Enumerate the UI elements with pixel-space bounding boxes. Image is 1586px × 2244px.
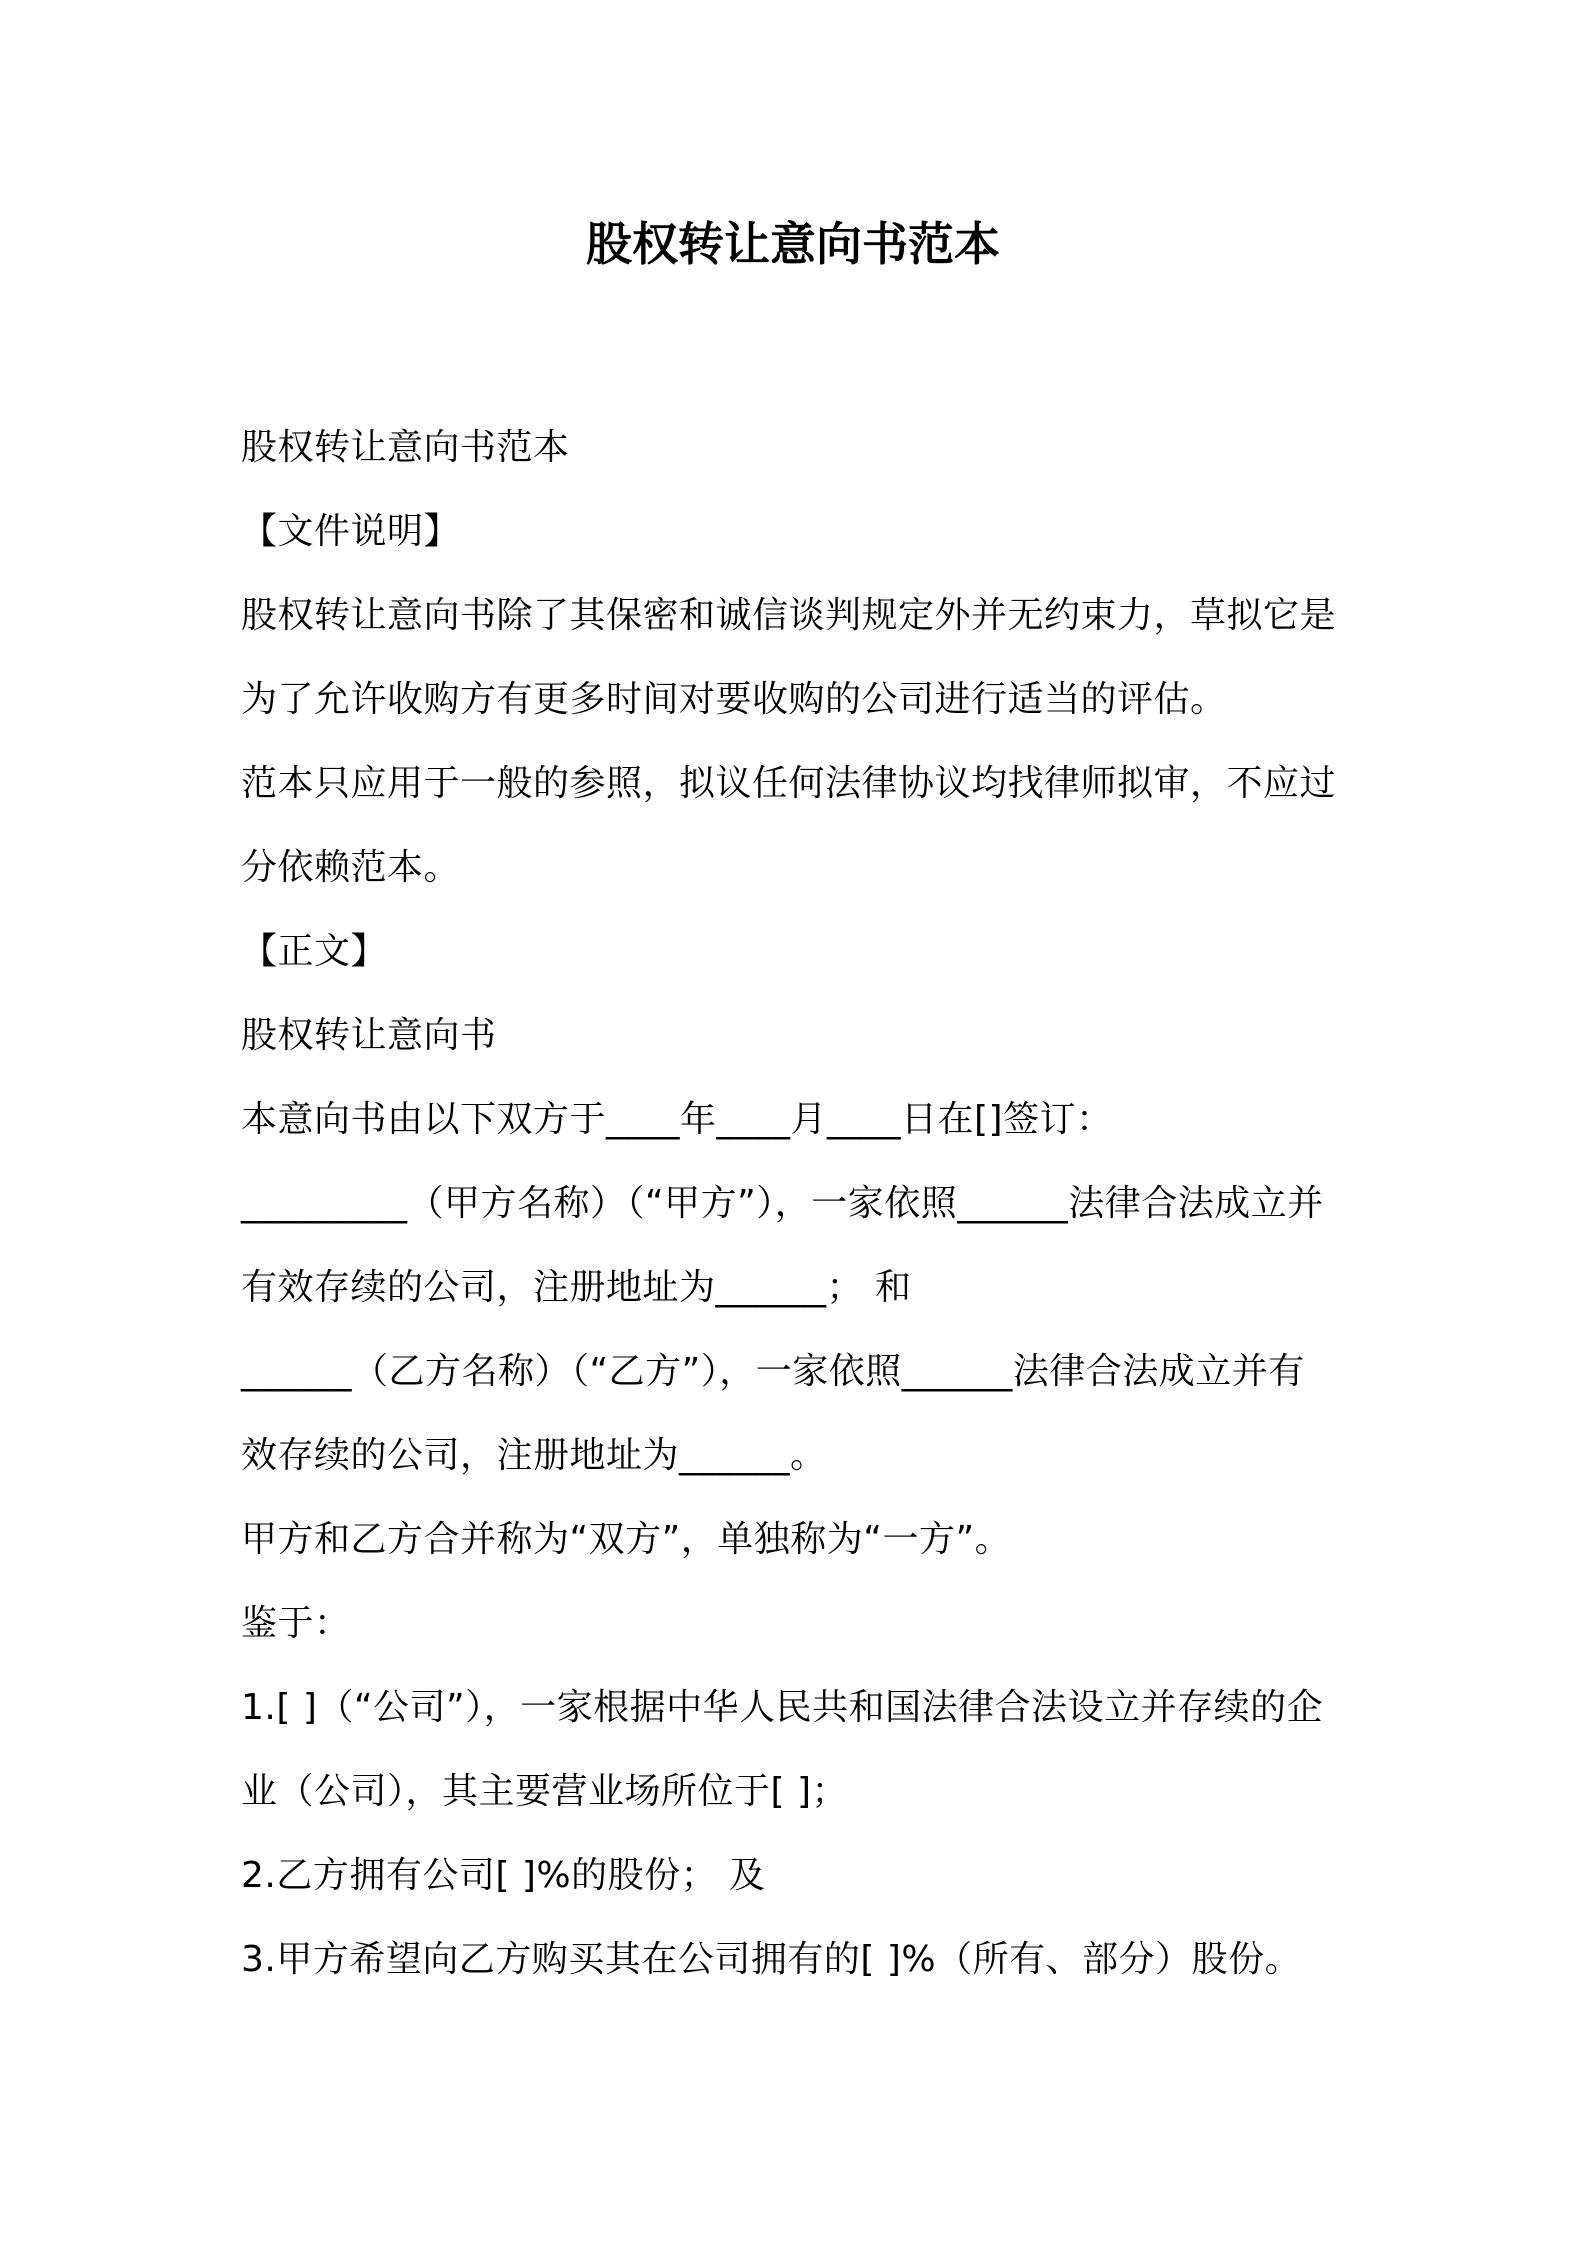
whereas-item-line: 1.[ ]（“公司”），一家根据中华人民共和国法律合法设立并存续的企: [241, 1687, 1324, 1728]
section-heading-file-description: 【文件说明】: [241, 511, 461, 552]
section-heading-main-text: 【正文】: [241, 931, 388, 972]
paragraph-line: 有效存续的公司，注册地址为______； 和: [241, 1267, 912, 1308]
paragraph-line: 为了允许收购方有更多时间对要收购的公司进行适当的评估。: [241, 679, 1227, 720]
document-title: 股权转让意向书范本: [586, 217, 1000, 271]
paragraph-line: 股权转让意向书除了其保密和诚信谈判规定外并无约束力，草拟它是: [241, 595, 1337, 636]
whereas-item-line: 业（公司），其主要营业场所位于[ ]；: [241, 1771, 849, 1812]
document-body: [241, 406, 1351, 2002]
paragraph-line: 范本只应用于一般的参照，拟议任何法律协议均找律师拟审，不应过: [241, 763, 1337, 804]
paragraph-line: 效存续的公司，注册地址为______。: [241, 1435, 827, 1476]
paragraph-line: 本意向书由以下双方于____年____月____日在[]签订：: [241, 1099, 1113, 1140]
paragraph-line: 甲方和乙方合并称为“双方”，单独称为“一方”。: [241, 1519, 1012, 1560]
paragraph-line: 分依赖范本。: [241, 847, 461, 888]
paragraph-line: ______（乙方名称）（“乙方”），一家依照______法律合法成立并有: [241, 1351, 1305, 1392]
whereas-item-line: 3.甲方希望向乙方购买其在公司拥有的[ ]%（所有、部分）股份。: [241, 1939, 1302, 1980]
whereas-item-line: 2.乙方拥有公司[ ]%的股份； 及: [241, 1855, 766, 1896]
agreement-title-line: 股权转让意向书: [241, 1015, 497, 1056]
subtitle-line: 股权转让意向书范本: [241, 427, 570, 468]
whereas-heading: 鉴于：: [241, 1603, 351, 1644]
paragraph-line: _________（甲方名称）（“甲方”），一家依照______法律合法成立并: [241, 1183, 1324, 1224]
